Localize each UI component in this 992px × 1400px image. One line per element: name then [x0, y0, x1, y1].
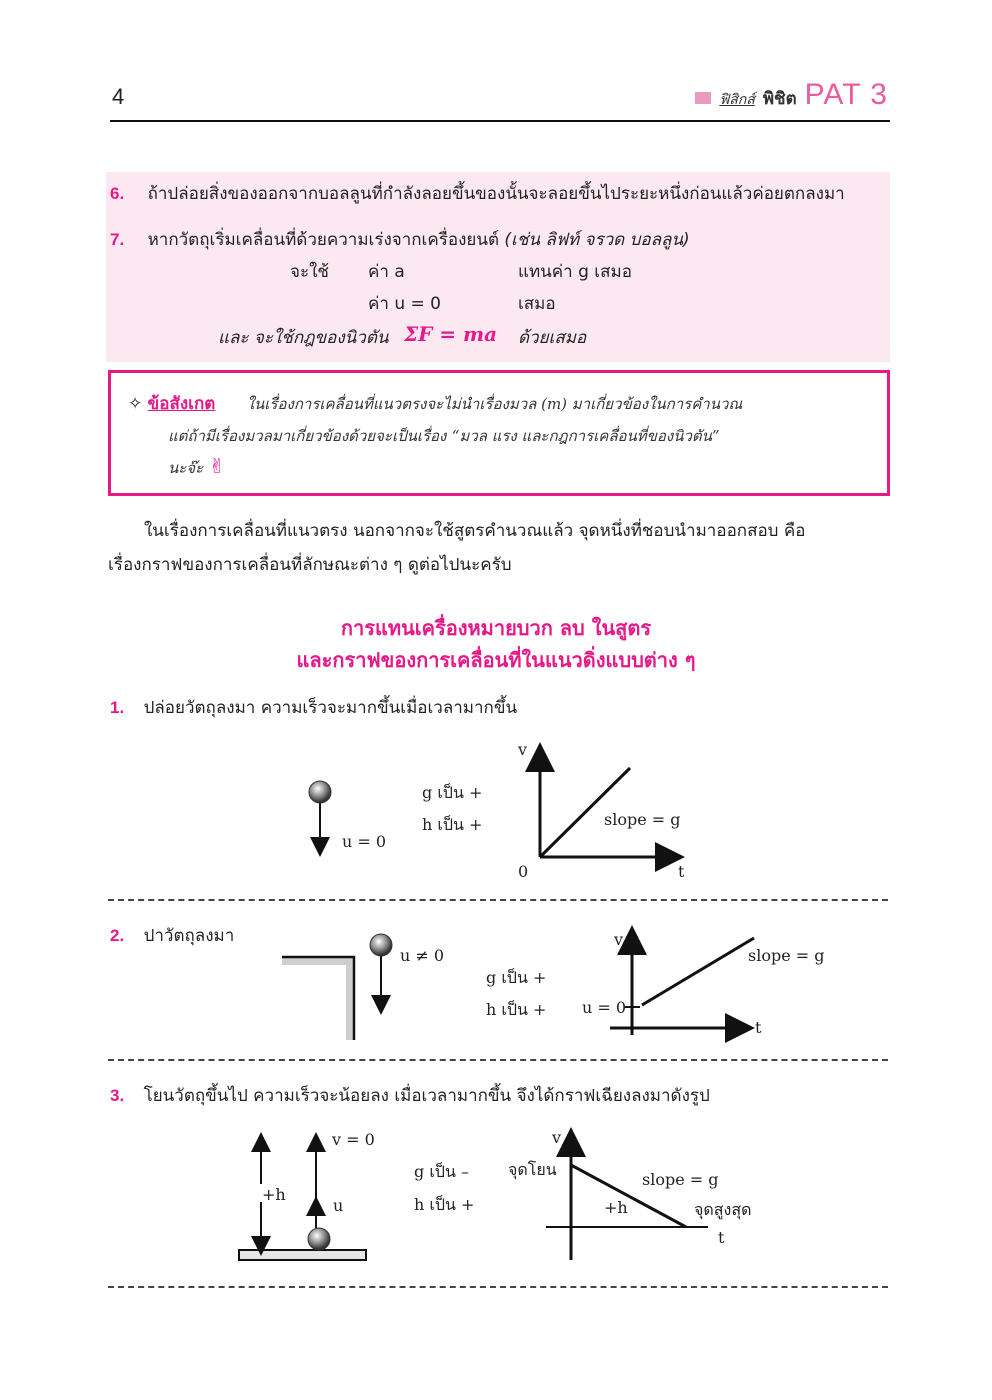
rule-number: 7.	[110, 230, 125, 249]
x-axis-label: t	[678, 862, 685, 881]
intro-line-2: เรื่องกราฟของการเคลื่อนที่ลักษณะต่าง ๆ ดูต่อไปนะครับ	[108, 555, 512, 575]
note-line-1	[128, 390, 742, 417]
brand-square-icon	[695, 92, 711, 104]
line3-key: และ จะใช้กฎของนิวตัน	[218, 328, 389, 348]
case-text: โยนวัตถุขึ้นไป ความเร็วจะน้อยลง เมื่อเวลามากขึ้น จึงได้กราฟเฉียงลงมาดังรูป	[143, 1086, 710, 1106]
note-line-2	[168, 424, 720, 448]
newton-formula: ΣF = ma	[404, 322, 498, 346]
case-3-heading	[110, 1082, 710, 1109]
case-text: ปาวัตถุลงมา	[143, 926, 235, 946]
note-text: นะจ๊ะ	[168, 459, 204, 477]
initial-velocity-label: u = 0	[342, 832, 387, 851]
origin-label: 0	[518, 862, 529, 881]
header-brand	[695, 78, 888, 112]
slope-label: slope = g	[604, 810, 681, 829]
page-number: 4	[112, 84, 125, 109]
x-axis-label: t	[755, 1018, 762, 1037]
line2-key: ค่า u = 0	[368, 294, 441, 314]
line1-key: ค่า a	[368, 262, 405, 282]
y-axis-label: v	[552, 1128, 562, 1147]
slope-label: slope = g	[642, 1170, 719, 1189]
case-number: 3.	[110, 1086, 125, 1105]
area-label: +h	[604, 1198, 628, 1217]
case-number: 1.	[110, 698, 125, 717]
use-label: จะใช้	[290, 262, 329, 282]
peak-point-label: จุดสูงสุด	[694, 1200, 752, 1219]
note-label: ข้อสังเกต	[147, 394, 216, 413]
g-sign: g เป็น –	[414, 1162, 469, 1181]
rule-text: หากวัตถุเริ่มเคลื่อนที่ด้วยความเร่งจากเครื่องยนต์	[147, 230, 500, 250]
rule-text: ถ้าปล่อยสิ่งของออกจากบอลลูนที่กำลังลอยขึ้นของนั้นจะลอยขึ้นไประยะหนึ่งก่อนแล้วค่อยตกลงมา	[147, 184, 845, 204]
line2-value: เสมอ	[518, 294, 556, 314]
slope-label: slope = g	[748, 946, 825, 965]
g-sign: g เป็น +	[486, 968, 547, 987]
x-axis-label: t	[718, 1228, 725, 1247]
initial-velocity-label: u ≠ 0	[400, 946, 445, 965]
h-sign: h เป็น +	[422, 815, 483, 834]
rule-number: 6.	[110, 184, 125, 203]
brand-script: ฟิสิกส์	[719, 92, 755, 108]
divider	[108, 1286, 888, 1288]
case-number: 2.	[110, 926, 125, 945]
g-sign: g เป็น +	[422, 783, 483, 802]
section-title-1: การแทนเครื่องหมายบวก ลบ ในสูตร	[340, 616, 652, 640]
launch-point-label: จุดโยน	[508, 1160, 557, 1179]
case-3-diagram	[220, 1120, 760, 1270]
final-velocity-label: v = 0	[332, 1130, 375, 1149]
note-quote: “มวล แรง และกฎการเคลื่อนที่ของนิวตัน”	[451, 427, 720, 445]
victory-hand-icon: ✌	[208, 454, 226, 478]
h-sign: h เป็น +	[486, 1000, 547, 1019]
divider	[108, 899, 888, 901]
case-1-heading	[110, 694, 517, 721]
rule-item-7	[110, 226, 690, 253]
note-text: ในเรื่องการเคลื่อนที่แนวตรงจะไม่นำเรื่องมวล (m) มาเกี่ยวข้องในการคำนวณ	[246, 395, 743, 413]
height-label: +h	[262, 1185, 286, 1204]
rule-item-6	[110, 180, 845, 207]
brand-pat: PAT 3	[804, 78, 888, 111]
note-line-3	[168, 454, 225, 480]
intercept-label: u = 0	[582, 998, 627, 1017]
y-axis-label: v	[518, 740, 528, 759]
rule-example: (เช่น ลิฟท์ จรวด บอลลูน)	[504, 230, 690, 250]
initial-velocity-label: u	[333, 1196, 344, 1215]
line1-value: แทนค่า g เสมอ	[518, 262, 632, 282]
line3-value: ด้วยเสมอ	[518, 328, 587, 348]
case-text: ปล่อยวัตถุลงมา ความเร็วจะมากขึ้นเมื่อเวลามากขึ้น	[143, 698, 518, 718]
brand-name: พิชิต	[762, 89, 797, 109]
sparkle-icon: ✧	[128, 394, 143, 414]
h-sign: h เป็น +	[414, 1195, 475, 1214]
intro-line-1: ในเรื่องการเคลื่อนที่แนวตรง นอกจากจะใช้สูตรคำนวณแล้ว จุดหนึ่งที่ชอบนำมาออกสอบ คือ	[144, 521, 806, 541]
section-title-2: และกราฟของการเคลื่อนที่ในแนวดิ่งแบบต่าง ๆ	[296, 648, 696, 672]
case-2-heading	[110, 922, 234, 949]
header-rule	[110, 120, 890, 122]
y-axis-label: v	[614, 930, 624, 949]
note-text: แต่ถ้ามีเรื่องมวลมาเกี่ยวข้องด้วยจะเป็นเรื่อง	[168, 427, 447, 445]
divider	[108, 1059, 888, 1061]
